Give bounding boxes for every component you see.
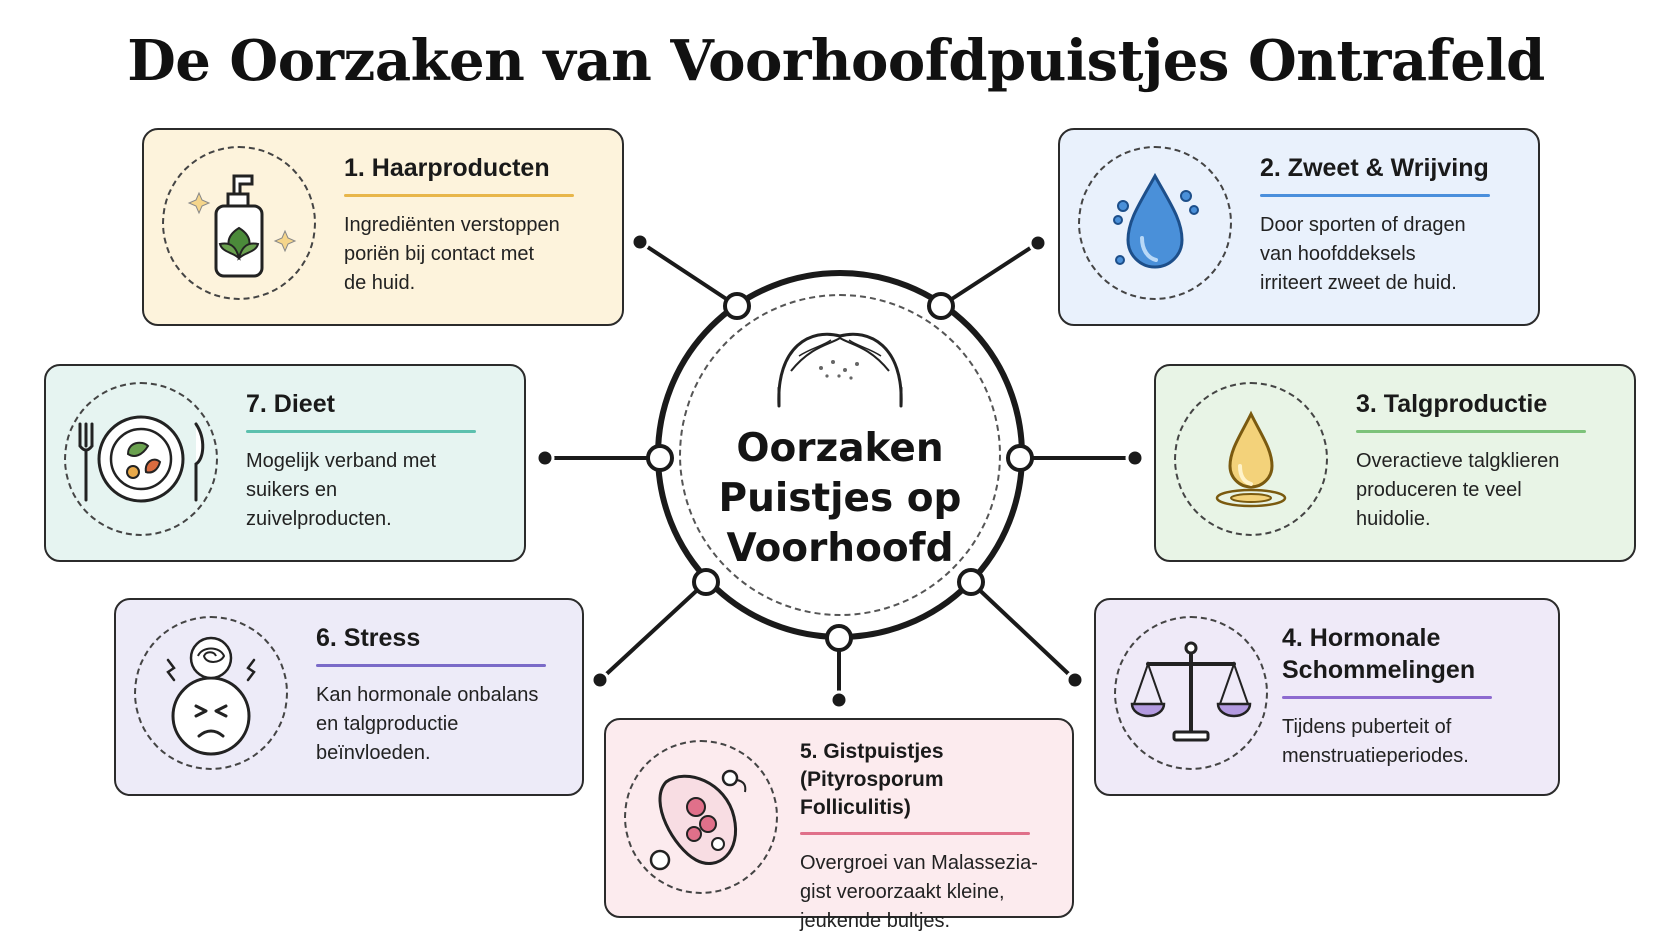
icon-circle (134, 616, 288, 770)
icon-circle (1114, 616, 1268, 770)
page-title: De Oorzaken van Voorhoofdpuistjes Ontrafeld (127, 28, 1545, 94)
description-line: irriteert zweet de huid. (1260, 272, 1457, 294)
description-line: gist veroorzaakt kleine, (800, 881, 1005, 903)
description-line: suikers en (246, 479, 338, 501)
cause-title: 5. Gistpuistjes (Pityrosporum Folliculitis) (800, 740, 944, 819)
description-line: beïnvloeden. (316, 742, 431, 764)
icon-circle (64, 382, 218, 536)
cause-divider (1282, 696, 1492, 699)
cause-description (1260, 211, 1520, 298)
cause-divider (1260, 194, 1490, 197)
cause-card-talgproductie (1154, 364, 1636, 562)
cause-card-zweet-wrijving (1058, 128, 1540, 326)
cause-description (1356, 447, 1616, 534)
description-line: huidolie. (1356, 508, 1431, 530)
icon-circle (624, 740, 778, 894)
cause-title: 7. Dieet (246, 390, 335, 418)
description-line: Kan hormonale onbalans (316, 684, 539, 706)
connector-dot-1 (632, 234, 648, 250)
cause-card-gistpuistjes (604, 718, 1074, 932)
cause-card-stress (114, 598, 584, 796)
connector-dot-5 (831, 692, 847, 708)
cause-title: 1. Haarproducten (344, 154, 550, 182)
cause-description (316, 681, 564, 768)
yeast-cell-icon (626, 742, 776, 892)
hub-title-line: Oorzaken (736, 426, 944, 471)
cause-card-hormonale-schommelingen (1094, 598, 1560, 796)
cause-card-dieet (44, 364, 526, 562)
hub-title-line: Puistjes op (718, 476, 962, 521)
cause-description (1282, 713, 1540, 771)
description-line: van hoofddeksels (1260, 243, 1416, 265)
sweat-drop-icon (1080, 148, 1230, 298)
connector-dot-6 (592, 672, 608, 688)
cause-divider (344, 194, 574, 197)
cause-divider (316, 664, 546, 667)
cause-divider (1356, 430, 1586, 433)
description-line: en talgproductie (316, 713, 459, 735)
stressed-face-icon (136, 618, 286, 768)
cause-title: 2. Zweet & Wrijving (1260, 154, 1489, 182)
icon-circle (162, 146, 316, 300)
hub-title-line: Voorhoofd (726, 526, 954, 571)
balance-scale-icon (1116, 618, 1266, 768)
cause-description (800, 849, 1054, 936)
pump-bottle-icon (164, 148, 314, 298)
cause-title: 4. Hormonale Schommelingen (1282, 624, 1476, 684)
description-line: Ingrediënten verstoppen (344, 214, 560, 236)
description-line: poriën bij contact met (344, 243, 535, 265)
central-hub (655, 270, 1025, 640)
oil-drop-icon (1176, 384, 1326, 534)
description-line: Tijdens puberteit of (1282, 716, 1452, 738)
description-line: produceren te veel (1356, 479, 1522, 501)
connector-dot-4 (1067, 672, 1083, 688)
connector-dot-2 (1030, 235, 1046, 251)
connector-dot-3 (1127, 450, 1143, 466)
description-line: Mogelijk verband met (246, 450, 437, 472)
description-line: de huid. (344, 272, 416, 294)
cause-description (344, 211, 604, 298)
cause-title: 3. Talgproductie (1356, 390, 1548, 418)
description-line: Overactieve talgklieren (1356, 450, 1560, 472)
description-line: zuivelproducten. (246, 508, 392, 530)
cause-divider (246, 430, 476, 433)
description-line: jeukende bultjes. (800, 910, 951, 932)
cause-divider (800, 832, 1030, 835)
plate-cutlery-icon (66, 384, 216, 534)
description-line: Door sporten of dragen (1260, 214, 1466, 236)
icon-circle (1078, 146, 1232, 300)
cause-title: 6. Stress (316, 624, 421, 652)
cause-card-haarproducten (142, 128, 624, 326)
description-line: menstruatieperiodes. (1282, 745, 1469, 767)
description-line: Overgroei van Malassezia- (800, 852, 1038, 874)
connector-dot-7 (537, 450, 553, 466)
icon-circle (1174, 382, 1328, 536)
hub-title (661, 424, 1019, 574)
cause-description (246, 447, 506, 534)
